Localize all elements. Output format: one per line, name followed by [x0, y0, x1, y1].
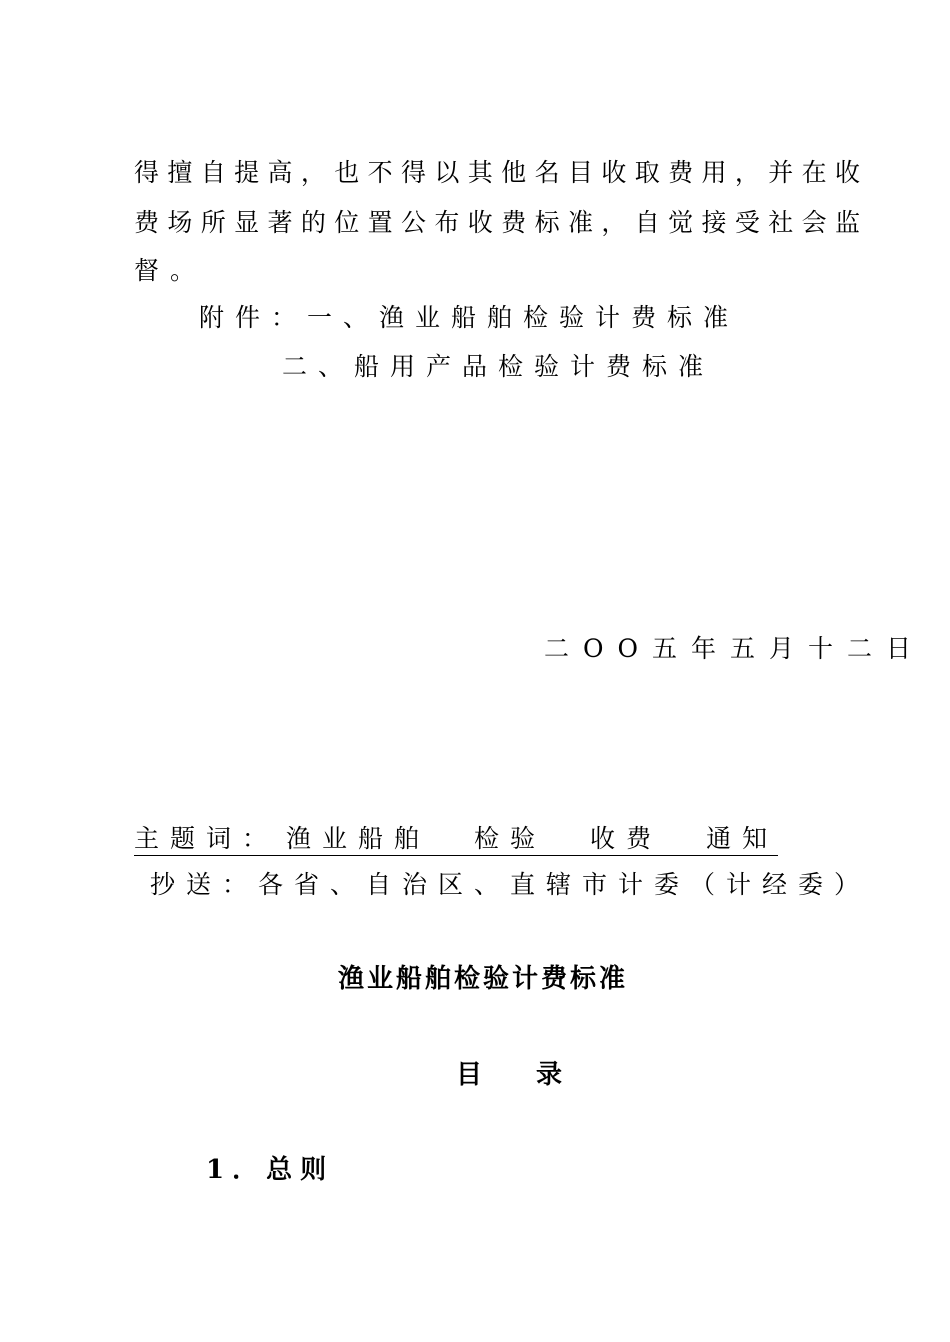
appendix-title: 渔业船舶检验计费标准: [338, 964, 629, 994]
attachment-line-1: [199, 303, 739, 333]
toc-title: 目 录: [456, 1060, 577, 1090]
subject-label: 主题词：: [134, 824, 279, 853]
toc-item-general: 1．总则: [206, 1155, 335, 1185]
cc-recipients: 各省、自治区、直辖市计委（计经委）: [258, 870, 871, 899]
paragraph-line-2: 费场所显著的位置公布收费标准，自觉接受社会监: [134, 208, 860, 237]
attachment-item-1: 一、渔业船舶检验计费标准: [307, 303, 740, 332]
subject-keyword: 通知: [706, 824, 779, 853]
attachment-line-2: 二、船用产品检验计费标准: [282, 352, 715, 381]
paragraph-line-3: 督。: [134, 256, 207, 285]
subject-keywords: [134, 824, 778, 856]
subject-keyword: 渔业船舶: [286, 824, 431, 853]
cc-line: [150, 870, 870, 900]
subject-keyword: 收费: [590, 824, 663, 853]
subject-keyword: 检验: [474, 824, 547, 853]
cc-label: 抄送：: [150, 870, 259, 899]
document-date: 二OO五年五月十二日: [544, 634, 925, 663]
attachment-label: 附件：: [199, 303, 308, 332]
paragraph-line-1: 得擅自提高，也不得以其他名目收取费用，并在收: [134, 158, 860, 187]
